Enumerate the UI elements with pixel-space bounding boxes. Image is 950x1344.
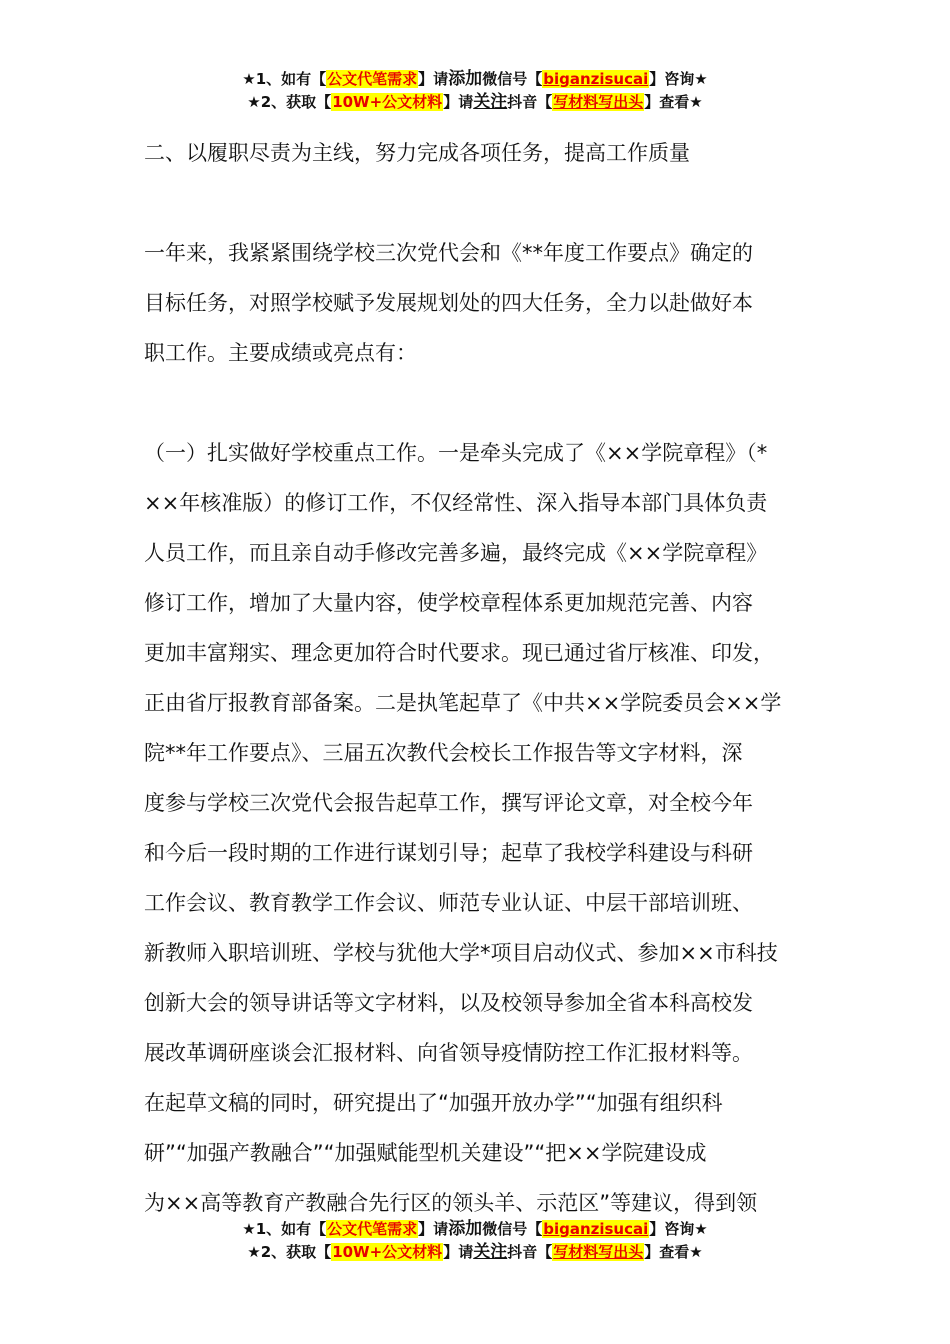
text-line: 职工作。主要成绩或亮点有： [144, 341, 417, 365]
highlight-douyin: 写材料写出头 [553, 93, 644, 111]
text-line: 在起草文稿的同时，研究提出了“加强开放办学”“加强有组织科 [144, 1091, 723, 1115]
text-line: 展改革调研座谈会汇报材料、向省领导疫情防控工作汇报材料等。 [144, 1041, 753, 1065]
text-line: 一年来，我紧紧围绕学校三次党代会和《**年度工作要点》确定的 [144, 241, 753, 265]
blank-line [144, 378, 844, 428]
text-line: ××年核准版）的修订工作，不仅经常性、深入指导本部门具体负责 [144, 491, 768, 515]
text-line: 院**年工作要点》、三届五次教代会校长工作报告等文字材料，深 [144, 741, 743, 765]
highlight-service: 公文代笔需求 [327, 70, 418, 88]
intro-paragraph [144, 228, 844, 378]
banner-line-1: ★1、如有【公文代笔需求】请添加微信号【biganzisucai】咨询★ [242, 69, 708, 89]
text-line: （一）扎实做好学校重点工作。一是牵头完成了《××学院章程》（* [144, 441, 768, 465]
text-line: 修订工作，增加了大量内容，使学校章程体系更加规范完善、内容 [144, 591, 753, 615]
highlight-materials: 10W+公文材料 [332, 93, 443, 111]
section-heading: 二、以履职尽责为主线，努力完成各项任务，提高工作质量 [144, 141, 690, 165]
banner-line-2: ★2、获取【10W+公文材料】请关注抖音【写材料写出头】查看★ [247, 1242, 703, 1262]
text-line: 人员工作，而且亲自动手修改完善多遍，最终完成《××学院章程》 [144, 541, 768, 565]
text-line: 研”“加强产教融合”“加强赋能型机关建设”“把××学院建设成 [144, 1141, 707, 1165]
text-line: 更加丰富翔实、理念更加符合时代要求。现已通过省厅核准、印发， [144, 641, 774, 665]
text-line: 度参与学校三次党代会报告起草工作，撰写评论文章，对全校今年 [144, 791, 753, 815]
text-line: 目标任务，对照学校赋予发展规划处的四大任务，全力以赴做好本 [144, 291, 753, 315]
text-line: 和今后一段时期的工作进行谋划引导；起草了我校学科建设与科研 [144, 841, 753, 865]
highlight-wechat-id: biganzisucai [543, 1220, 649, 1238]
section-1-paragraph [144, 428, 844, 1228]
footer-banner [0, 1218, 950, 1264]
document-body [144, 128, 844, 1228]
highlight-service: 公文代笔需求 [327, 1220, 418, 1238]
banner-line-1: ★1、如有【公文代笔需求】请添加微信号【biganzisucai】咨询★ [242, 1219, 708, 1239]
text-line: 为××高等教育产教融合先行区的领头羊、示范区”等建议，得到领 [144, 1191, 758, 1215]
blank-line [144, 178, 844, 228]
text-line: 新教师入职培训班、学校与犹他大学*项目启动仪式、参加××市科技 [144, 941, 778, 965]
text-line: 创新大会的领导讲话等文字材料，以及校领导参加全省本科高校发 [144, 991, 753, 1015]
highlight-wechat-id: biganzisucai [543, 70, 649, 88]
text-line: 工作会议、教育教学工作会议、师范专业认证、中层干部培训班、 [144, 891, 753, 915]
highlight-douyin: 写材料写出头 [553, 1243, 644, 1261]
highlight-materials: 10W+公文材料 [332, 1243, 443, 1261]
banner-line-2: ★2、获取【10W+公文材料】请关注抖音【写材料写出头】查看★ [247, 92, 703, 112]
text-line: 正由省厅报教育部备案。二是执笔起草了《中共××学院委员会××学 [144, 691, 782, 715]
header-banner [0, 68, 950, 114]
